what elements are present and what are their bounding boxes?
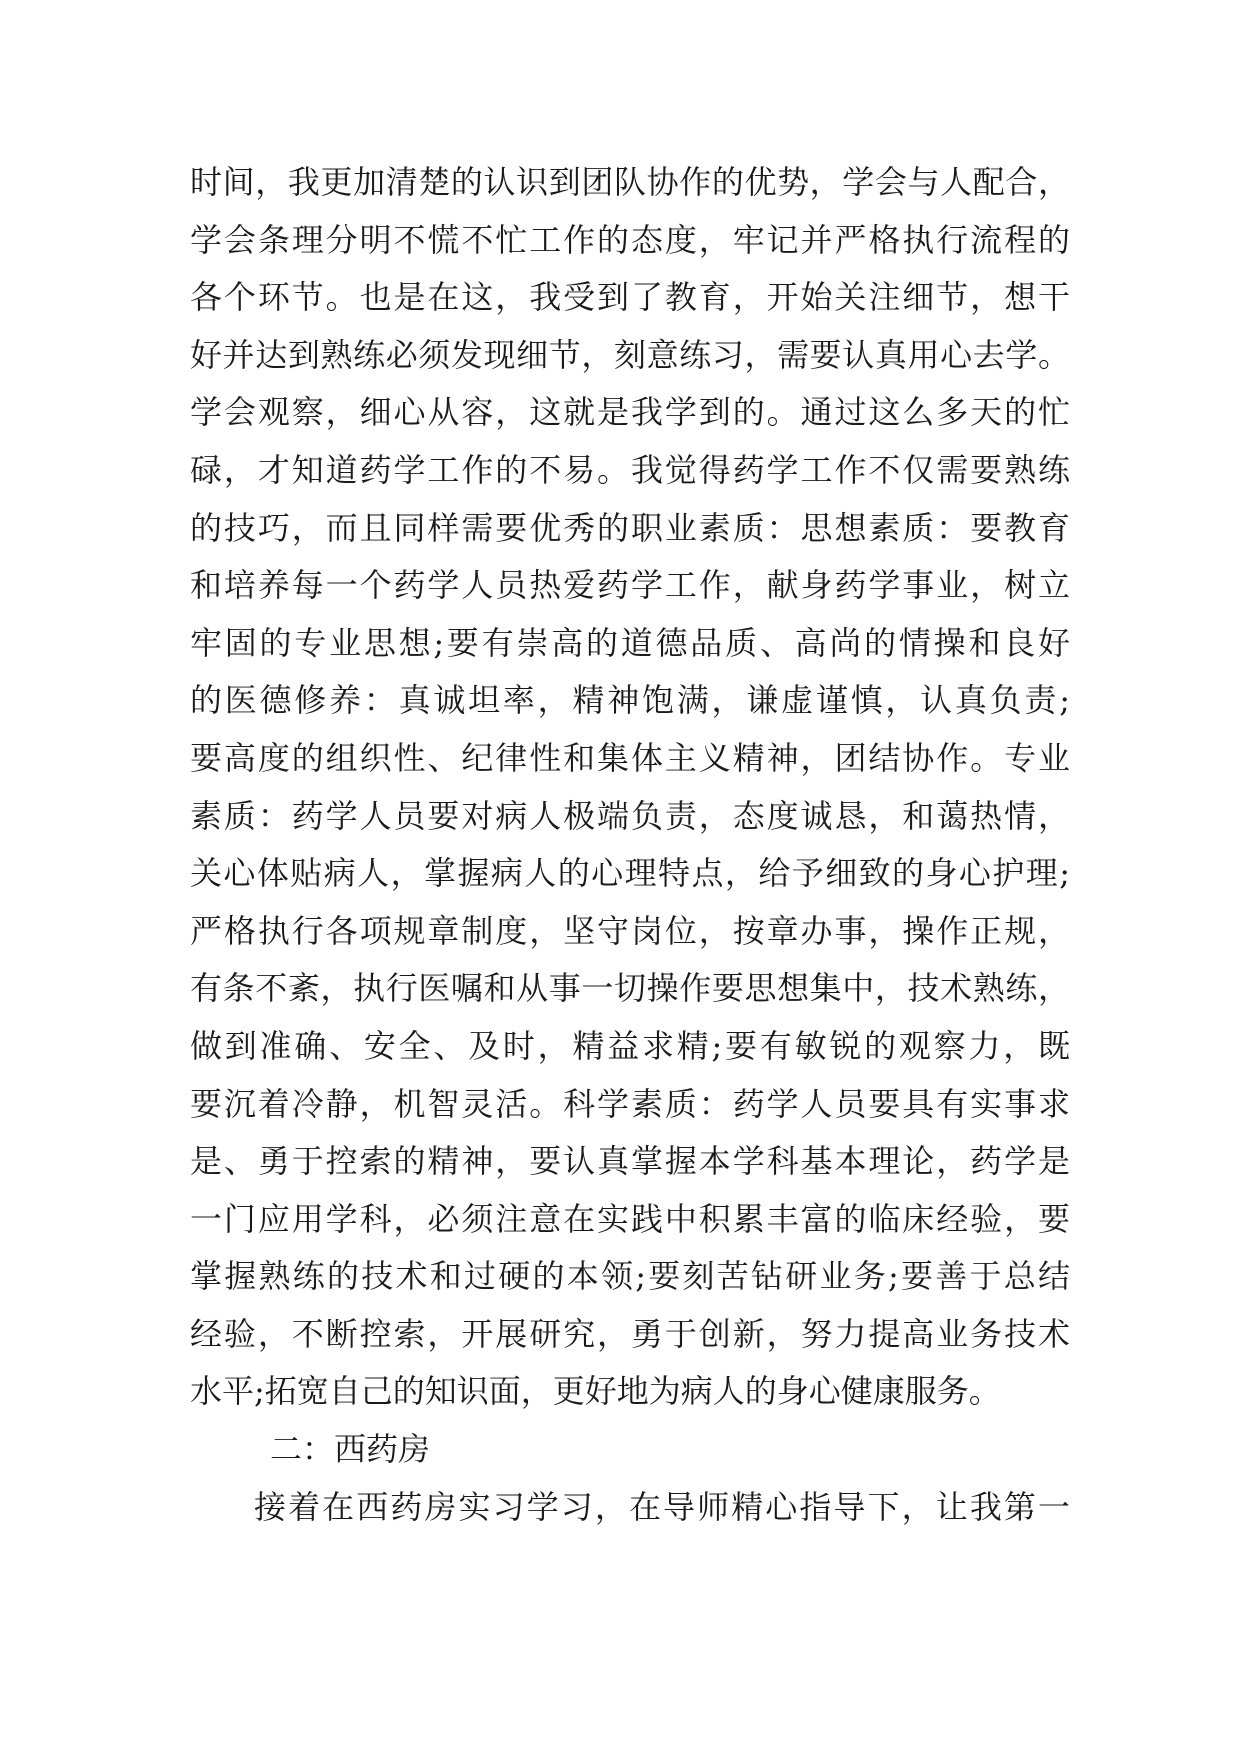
text-line: 学会观察，细心从容，这就是我学到的。通过这么多天的忙	[190, 393, 1070, 432]
text-line: 一门应用学科，必须注意在实践中积累丰富的临床经验，要	[190, 1199, 1070, 1238]
text-line: 要沉着冷静，机智灵活。科学素质：药学人员要具有实事求	[190, 1084, 1070, 1123]
text-line: 关心体贴病人，掌握病人的心理特点，给予细致的身心护理;	[190, 854, 1070, 893]
text-line: 经验，不断控索，开展研究，勇于创新，努力提高业务技术	[190, 1314, 1070, 1353]
text-line: 的技巧，而且同样需要优秀的职业素质：思想素质：要教育	[190, 508, 1070, 547]
text-line: 掌握熟练的技术和过硬的本领;要刻苦钻研业务;要善于总结	[190, 1257, 1070, 1296]
text-line: 接着在西药房实习学习，在导师精心指导下，让我第一	[254, 1487, 1070, 1526]
text-line: 牢固的专业思想;要有崇高的道德品质、高尚的情操和良好	[190, 623, 1070, 662]
text-line: 时间，我更加清楚的认识到团队协作的优势，学会与人配合，	[190, 163, 1070, 201]
section-heading: 二：西药房	[270, 1430, 431, 1469]
text-line: 水平;拓宽自己的知识面，更好地为病人的身心健康服务。	[190, 1372, 1001, 1411]
text-line: 做到准确、安全、及时，精益求精;要有敏锐的观察力，既	[190, 1026, 1070, 1065]
text-line: 要高度的组织性、纪律性和集体主义精神，团结协作。专业	[190, 738, 1070, 777]
text-line: 各个环节。也是在这，我受到了教育，开始关注细节，想干	[190, 278, 1070, 317]
text-line: 有条不紊，执行医嘱和从事一切操作要思想集中，技术熟练，	[190, 969, 1070, 1008]
text-line: 是、勇于控索的精神，要认真掌握本学科基本理论，药学是	[190, 1142, 1070, 1181]
text-line: 好并达到熟练必须发现细节，刻意练习，需要认真用心去学。	[190, 335, 1070, 374]
text-line: 和培养每一个药学人员热爱药学工作，献身药学事业，树立	[190, 566, 1070, 605]
text-line: 素质：药学人员要对病人极端负责，态度诚恳，和蔼热情，	[190, 796, 1070, 835]
text-line: 碌，才知道药学工作的不易。我觉得药学工作不仅需要熟练	[190, 450, 1070, 489]
body-text	[190, 154, 1070, 1536]
text-line: 严格执行各项规章制度，坚守岗位，按章办事，操作正规，	[190, 911, 1070, 950]
text-line: 学会条理分明不慌不忙工作的态度，牢记并严格执行流程的	[190, 220, 1070, 259]
text-line: 的医德修养：真诚坦率，精神饱满，谦虚谨慎，认真负责;	[190, 681, 1070, 720]
